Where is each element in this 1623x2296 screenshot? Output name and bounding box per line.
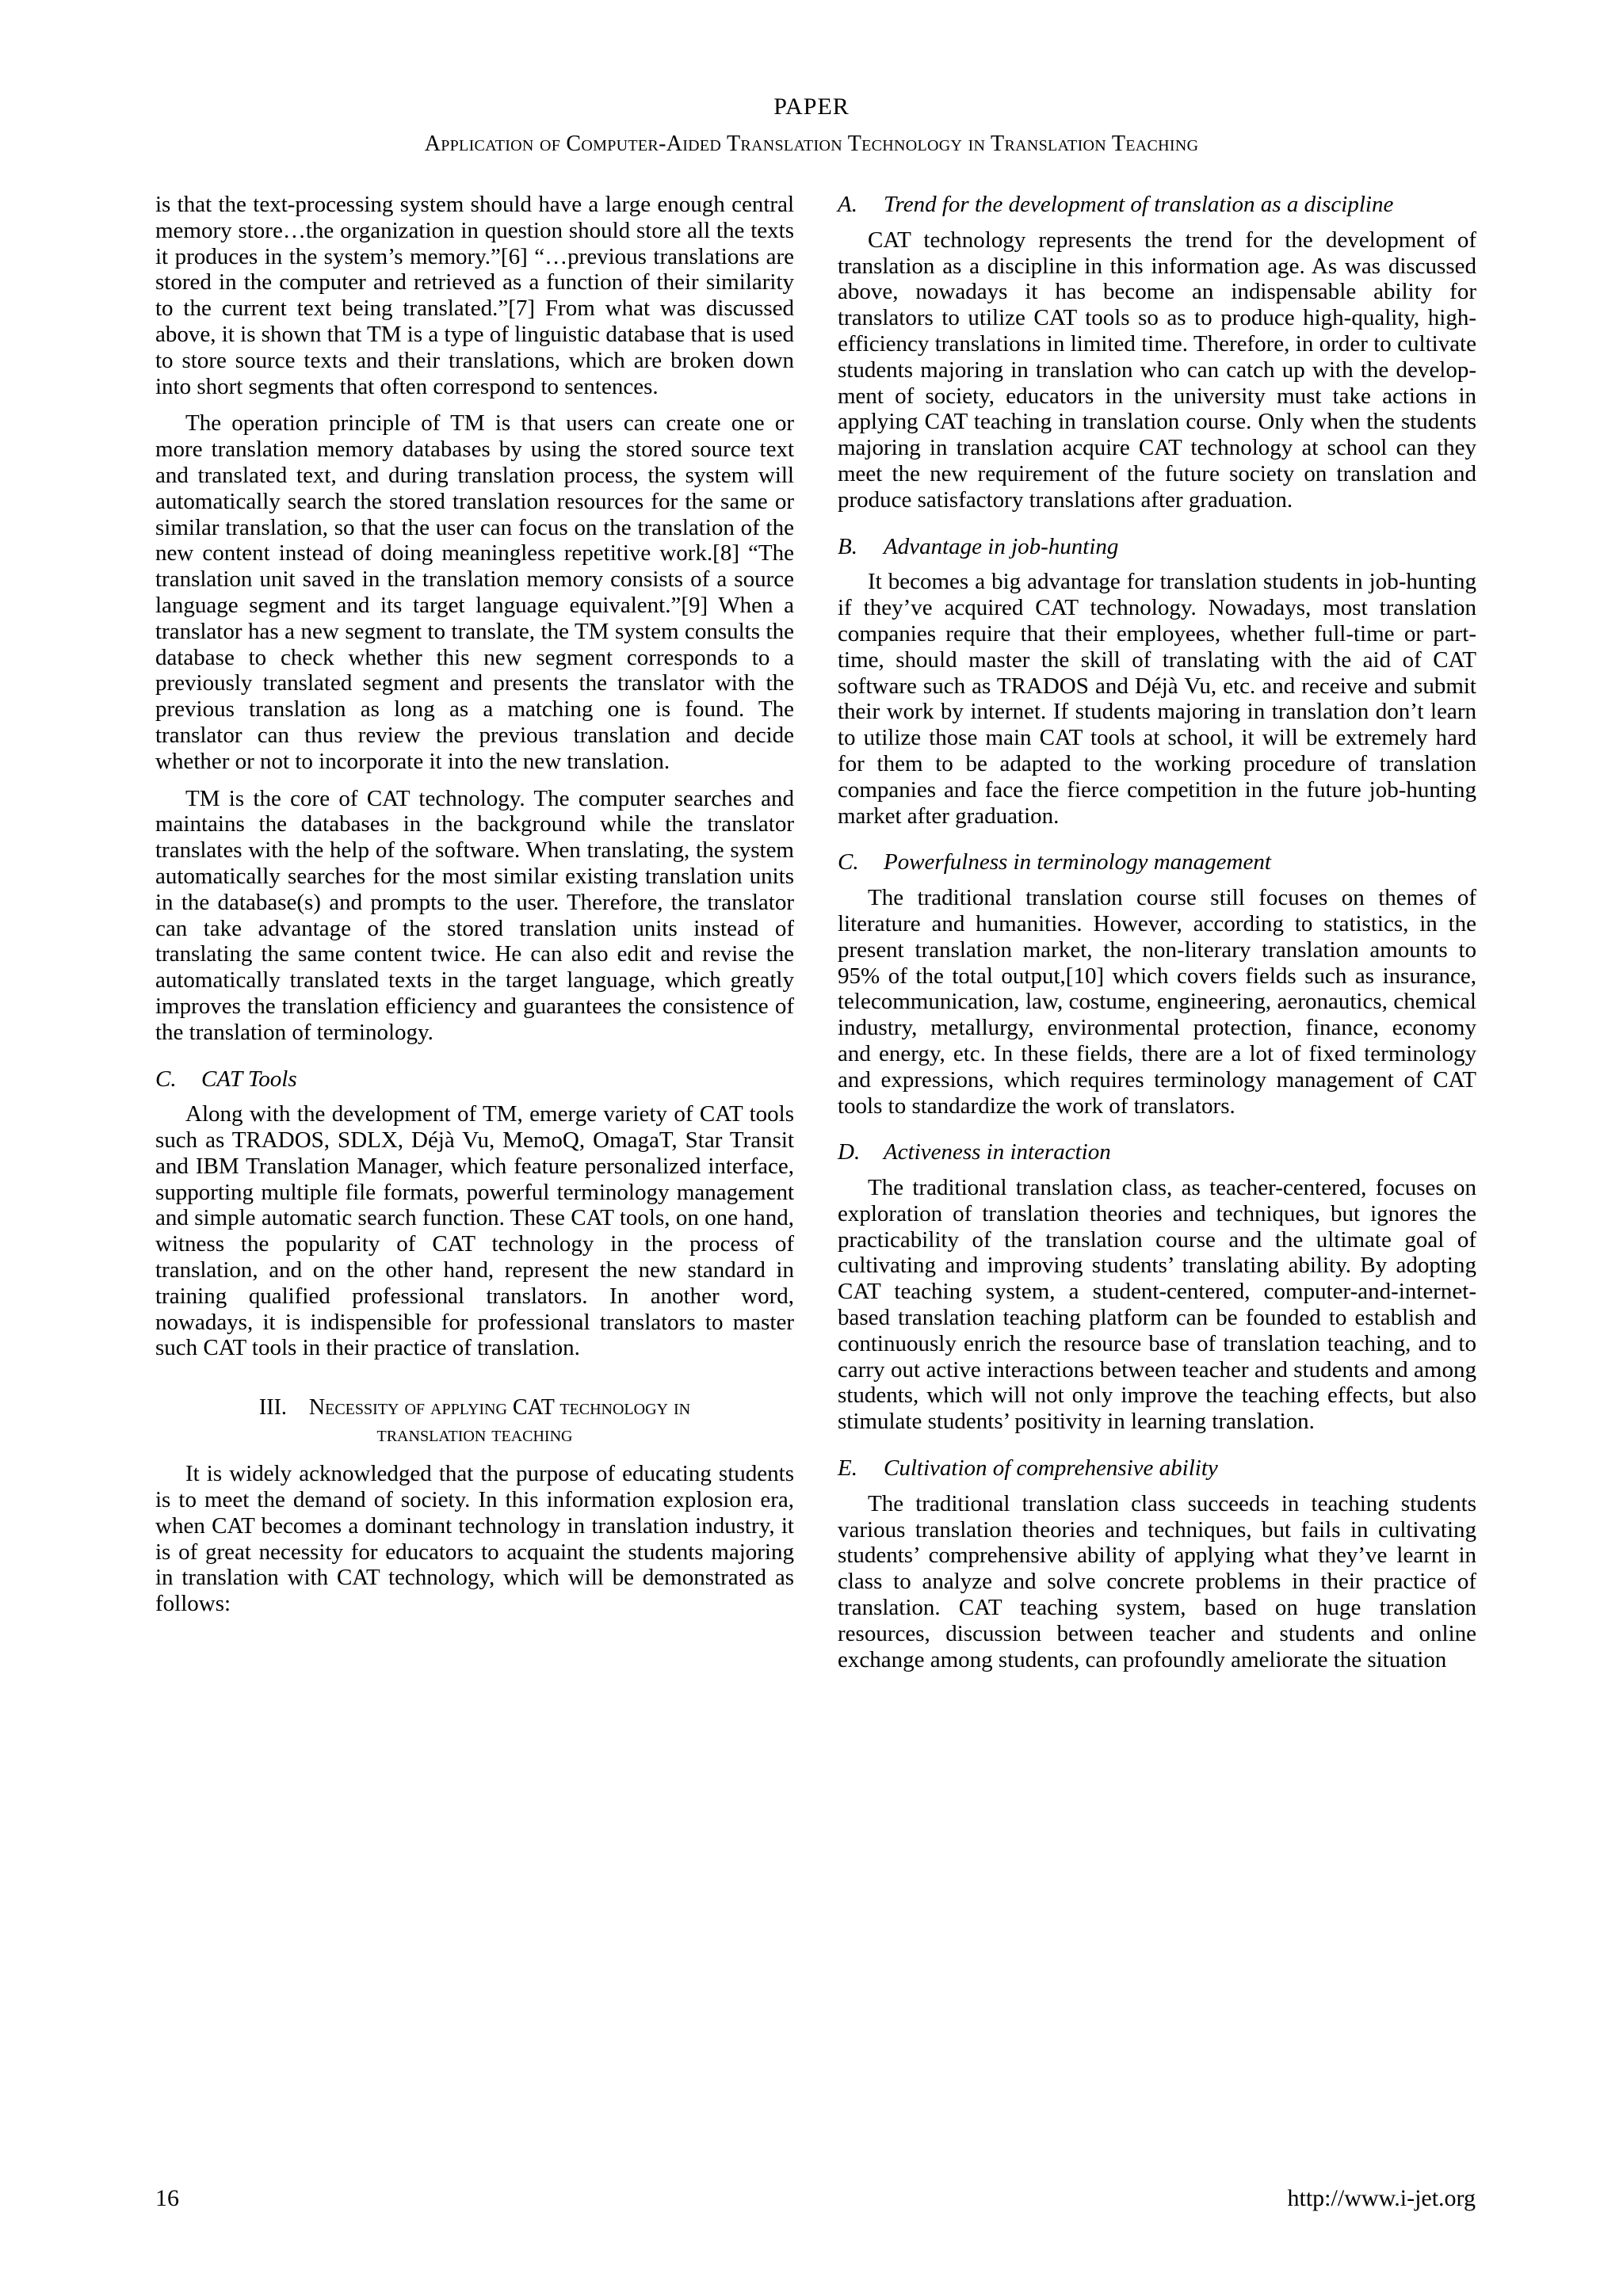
subheading-letter: B. <box>838 533 857 559</box>
left-column <box>155 192 794 1628</box>
subheading-title: CAT Tools <box>201 1066 297 1092</box>
subheading-title: Trend for the development of translation as a discipline <box>884 192 1394 217</box>
subheading-letter: C. <box>155 1066 177 1092</box>
subheading-letter: C. <box>838 849 859 875</box>
paragraph-tm-definition: is that the text-processing system should have a large enough central memory store…the organization in question should store all the texts it produces in the system’s memory.”[6] “…previous translations are stored in the computer and retrieved as a function of their similarity to the current text being translated.”[7] From what was discussed above, it is shown that TM is a type of linguistic database that is used to store source texts and their translations, which are broken down into short segments that often correspond to sentences. <box>155 192 794 399</box>
subheading-cat-tools <box>155 1066 794 1093</box>
subheading-title: Advantage in job-hunting <box>884 533 1119 559</box>
subheading-title: Powerfulness in terminology management <box>884 849 1271 875</box>
running-title: Application of Computer-Aided Translation Technology in Translation Teaching <box>424 132 1199 156</box>
section-title-line2: translation teaching <box>376 1422 573 1447</box>
paragraph-necessity: It is widely acknowledged that the purpose of educating students is to meet the demand of society. In this information explosion era, when CAT becomes a dominant technology in translation industry, it is of great necessity for educators to acquaint the students majoring in translation with CAT technology, which will be demonstrated as follows: <box>155 1461 794 1617</box>
subheading-title: Activeness in interaction <box>884 1139 1111 1165</box>
paragraph-terminology: The traditional translation course still focuses on themes of literature and humanities. However, according to statistics, in the present translation market, the non-literary translation amounts to 95% of the total output,[10] which covers fields such as insurance, telecommunication, law, costume, engineering, aeronautics, chemical industry, metallurgy, environmental protection, finance, economy and energy, etc. In these fields, there are a lot of fixed terminology and expressions, which requires terminology management of CAT tools to standardize the work of translators. <box>838 885 1476 1119</box>
subheading-terminology <box>838 849 1476 875</box>
paragraph-tm-operation: The operation principle of TM is that users can create one or more translation memory databases by using the stored source text and translated text, and during translation process, the system will automatically search the stored translation resources for the same or similar translation, so that the user can focus on the translation of the new content instead of doing meaningless repetitive work.[8] “The translation unit saved in the translation memory consists of a source language segment and its target language equivalent.”[9] When a translator has a new segment to translate, the TM system consults the database to check whether this new segment corresponds to a previously translated segment and presents the translator with the previous translation as long as a matching one is found. The translator can thus review the previous translation and decide whether or not to incorporate it into the new translation. <box>155 410 794 774</box>
paragraph-tm-core: TM is the core of CAT technology. The computer searches and maintains the databases in the background while the translator translates with the help of the software. When translating, the system automatically searches for the most similar existing translation units in the database(s) and prompts to the user. Therefore, the translator can take advantage of the stored translation units instead of translating the same content twice. He can also edit and revise the automatically translated texts in the target language, which greatly improves the translation efficiency and guarantees the consistence of the translation of terminology. <box>155 785 794 1045</box>
subheading-letter: E. <box>838 1455 857 1482</box>
section-number: III. <box>258 1395 287 1421</box>
section-heading-iii <box>155 1394 794 1448</box>
paragraph-interaction: The traditional translation class, as teacher-centered, focuses on exploration of translation theories and techniques, but ignores the practicability of the translation course and the ultimate goal of cultivating and improving students’ translating ability. By adopting CAT teaching system, a student-centered, computer-and-internet-based translation teaching platform can be founded to establish and continuously enrich the resource base of translation teaching, and to carry out active interactions between teacher and students and among students, which will not only improve the teaching effects, but also stimulate students’ positivity in learning translation. <box>838 1175 1476 1435</box>
paragraph-job-hunting: It becomes a big advantage for translation students in job-hunting if they’ve acquired CAT technology. Nowadays, most translation companies require that their employees, whether full-time or part-time, should master the skill of translating with the aid of CAT software such as TRADOS and Déjà Vu, etc. and receive and submit their work by internet. If students majoring in translation don’t learn to utilize those main CAT tools at school, it will be extremely hard for them to be adapted to the working procedure of translation companies and face the fierce competition in the future job-hunting market after graduation. <box>838 569 1476 829</box>
subheading-trend <box>838 192 1476 218</box>
paragraph-comprehensive: The traditional translation class succeeds in teaching students various translation theories and techniques, but fails in cultivating students’ comprehensive ability of applying what they’ve learnt in class to analyze and solve concrete problems in their practice of translation. CAT teaching system, based on huge translation resources, discussion between teacher and students and online exchange among students, can profoundly ameliorate the situation <box>838 1490 1476 1672</box>
subheading-comprehensive <box>838 1455 1476 1482</box>
page-number: 16 <box>155 2185 179 2211</box>
footer-url[interactable]: http://www.i-jet.org <box>1287 2185 1476 2211</box>
paragraph-cat-tools: Along with the development of TM, emerge variety of CAT tools such as TRADOS, SDLX, Déjà Vu, MemoQ, OmagaT, Star Transit and IBM Translation Manager, which feature personalized interface, supporting multiple file formats, powerful terminology management and simple automatic search function. These CAT tools, on one hand, witness the popularity of CAT technology in the process of translation, and on the other hand, represent the new standard in training qualified professional translators. In another word, nowadays, it is indispensible for professional translators to master such CAT tools in their practice of translation. <box>155 1101 794 1361</box>
subheading-job-hunting <box>838 534 1476 560</box>
subheading-letter: D. <box>838 1139 861 1165</box>
subheading-title: Cultivation of comprehensive ability <box>884 1455 1218 1482</box>
subheading-interaction <box>838 1139 1476 1165</box>
right-column <box>838 192 1476 1684</box>
journal-label: PAPER <box>773 93 850 120</box>
subheading-letter: A. <box>838 192 857 217</box>
section-title-line1: Necessity of applying CAT technology in <box>308 1395 691 1421</box>
paragraph-trend: CAT technology represents the trend for the development of translation as a discipline in this information age. As was discussed above, nowadays it has become an indispensable ability for translators to utilize CAT tools so as to produce high-quality, high-efficiency translations in limited time. Therefore, in order to cultivate students majoring in translation who can catch up with the development of society, educators in the university must take actions in applying CAT teaching in translation course. Only when the students majoring in translation acquire CAT technology at school can they meet the new requirement of the future society on translation and produce satisfactory translations after graduation. <box>838 227 1476 513</box>
